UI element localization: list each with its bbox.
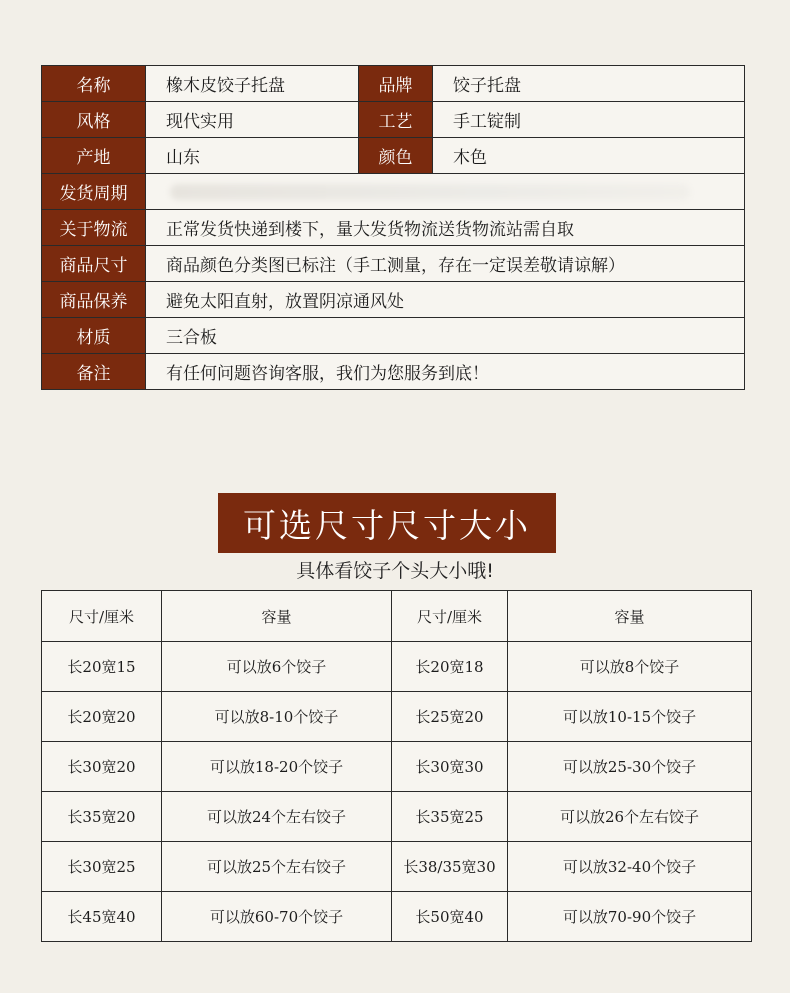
origin-value: 山东 (146, 138, 359, 174)
care-value: 避免太阳直射，放置阴凉通风处 (146, 282, 745, 318)
size-capacity-table (41, 590, 752, 942)
size-cell: 长38/35宽30 (392, 842, 508, 892)
header-size-2: 尺寸/厘米 (392, 591, 508, 642)
spec-row-logistics (42, 210, 745, 246)
spec-row-size (42, 246, 745, 282)
note-value: 有任何问题咨询客服，我们为您服务到底！ (146, 354, 745, 390)
spec-row-note (42, 354, 745, 390)
craft-label: 工艺 (359, 102, 433, 138)
size-cell: 长35宽20 (42, 792, 162, 842)
size-cell: 长30宽20 (42, 742, 162, 792)
table-row (42, 842, 752, 892)
size-cell: 长30宽25 (42, 842, 162, 892)
size-table-header (42, 591, 752, 642)
capacity-cell: 可以放8-10个饺子 (162, 692, 392, 742)
capacity-cell: 可以放10-15个饺子 (508, 692, 752, 742)
size-cell: 长25宽20 (392, 692, 508, 742)
header-size-1: 尺寸/厘米 (42, 591, 162, 642)
material-label: 材质 (42, 318, 146, 354)
name-label: 名称 (42, 66, 146, 102)
capacity-cell: 可以放25个左右饺子 (162, 842, 392, 892)
capacity-cell: 可以放18-20个饺子 (162, 742, 392, 792)
capacity-cell: 可以放70-90个饺子 (508, 892, 752, 942)
size-cell: 长45宽40 (42, 892, 162, 942)
logistics-value: 正常发货快递到楼下，量大发货物流送货物流站需自取 (146, 210, 745, 246)
size-cell: 长20宽18 (392, 642, 508, 692)
size-cell: 长35宽25 (392, 792, 508, 842)
capacity-cell: 可以放26个左右饺子 (508, 792, 752, 842)
spec-row-care (42, 282, 745, 318)
material-value: 三合板 (146, 318, 745, 354)
brand-label: 品牌 (359, 66, 433, 102)
size-cell: 长50宽40 (392, 892, 508, 942)
capacity-cell: 可以放8个饺子 (508, 642, 752, 692)
spec-row-style (42, 102, 745, 138)
shipping-value-blurred (146, 174, 745, 210)
table-row (42, 642, 752, 692)
craft-value: 手工锭制 (433, 102, 745, 138)
table-row (42, 792, 752, 842)
size-label: 商品尺寸 (42, 246, 146, 282)
size-cell: 长20宽20 (42, 692, 162, 742)
table-row (42, 692, 752, 742)
size-section-subtitle: 具体看饺子个头大小哦! (296, 560, 494, 582)
logistics-label: 关于物流 (42, 210, 146, 246)
style-value: 现代实用 (146, 102, 359, 138)
size-value: 商品颜色分类图已标注（手工测量，存在一定误差敬请谅解） (146, 246, 745, 282)
origin-label: 产地 (42, 138, 146, 174)
note-label: 备注 (42, 354, 146, 390)
table-row (42, 742, 752, 792)
size-cell: 长20宽15 (42, 642, 162, 692)
size-section-title: 可选尺寸尺寸大小 (218, 493, 556, 553)
name-value: 橡木皮饺子托盘 (146, 66, 359, 102)
brand-value: 饺子托盘 (433, 66, 745, 102)
spec-row-origin (42, 138, 745, 174)
care-label: 商品保养 (42, 282, 146, 318)
spec-row-shipping (42, 174, 745, 210)
table-row (42, 892, 752, 942)
shipping-label: 发货周期 (42, 174, 146, 210)
color-value: 木色 (433, 138, 745, 174)
product-spec-table (41, 65, 745, 390)
spec-row-material (42, 318, 745, 354)
spec-row-name (42, 66, 745, 102)
style-label: 风格 (42, 102, 146, 138)
header-capacity-2: 容量 (508, 591, 752, 642)
capacity-cell: 可以放25-30个饺子 (508, 742, 752, 792)
blurred-text (170, 184, 690, 200)
capacity-cell: 可以放24个左右饺子 (162, 792, 392, 842)
capacity-cell: 可以放32-40个饺子 (508, 842, 752, 892)
color-label: 颜色 (359, 138, 433, 174)
header-capacity-1: 容量 (162, 591, 392, 642)
capacity-cell: 可以放6个饺子 (162, 642, 392, 692)
size-cell: 长30宽30 (392, 742, 508, 792)
capacity-cell: 可以放60-70个饺子 (162, 892, 392, 942)
